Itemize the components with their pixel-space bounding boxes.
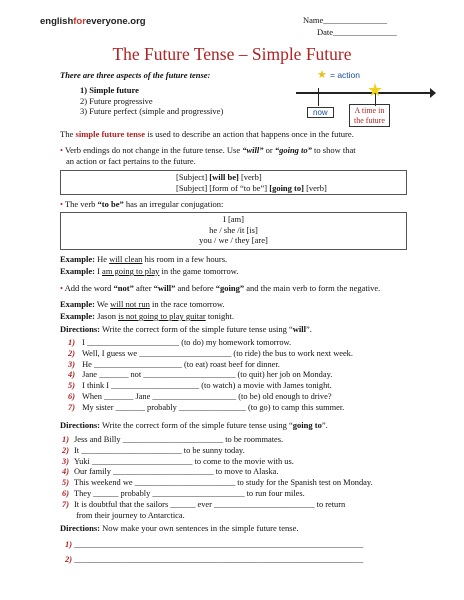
directions-going-to: Directions: Write the correct form of the simple future tense using “going to”.	[60, 420, 328, 430]
aspects-list	[80, 85, 223, 117]
site-logo: englishforeveryone.org	[40, 16, 146, 27]
date-field[interactable]: Date_______________	[317, 27, 397, 37]
list-item[interactable]: 2) Well, I guess we ______________________ (to ride) the bus to work next week.	[68, 348, 353, 358]
directions-will: Directions: Write the correct form of the simple future tense using “will”.	[60, 324, 312, 334]
conjugation-row: he / she /it [is]	[209, 224, 258, 235]
timeline-tick-now	[318, 88, 319, 106]
example-3: Example: We will not run in the race tomorrow.	[60, 299, 225, 309]
exercise-will-list	[68, 338, 353, 414]
aspect-item: 3) Future perfect (simple and progressive)	[80, 106, 224, 116]
timeline-line	[296, 92, 434, 94]
list-item-continued: from their journey to Antarctica.	[74, 510, 185, 520]
list-item[interactable]: 7) It is doubtful that the sailors ______ ever ________________________ to return	[62, 499, 346, 509]
definition: The simple future tense is used to describe an action that happens once in the future.	[60, 129, 354, 139]
bullet-icon: •	[60, 283, 65, 293]
action-legend: = action	[330, 70, 361, 80]
bullet-negative: • Add the word “not” after “will” and before “going” and the main verb to form the negative.	[60, 283, 381, 293]
name-field[interactable]: Name_______________	[303, 15, 388, 25]
page-title: The Future Tense – Simple Future	[112, 44, 352, 64]
own-sentence-1[interactable]: 1) ____________________________________________________________________	[65, 539, 364, 549]
list-item[interactable]: 4) Our family ________________________ to move to Alaska.	[62, 467, 279, 477]
now-label: now	[307, 107, 334, 118]
conjugation-row: you / we / they [are]	[199, 235, 268, 245]
list-item[interactable]: 1) I ______________________ (to do) my homework tomorrow.	[68, 338, 292, 347]
bullet-to-be: • The verb “to be” has an irregular conjugation:	[60, 199, 224, 209]
conjugation-box	[60, 212, 407, 250]
list-item[interactable]: 5) I think I _____________________ (to watch) a movie with James tonight.	[68, 381, 332, 391]
list-item[interactable]: 6) When _______ Jane ____________________ (to be) old enough to drive?	[68, 391, 332, 401]
formula-box: [Subject] [will be] [verb] [Subject] [form of “to be”] [going to] [verb]	[60, 170, 407, 195]
future-label-line: A time in	[354, 106, 385, 115]
list-item[interactable]: 4) Jane _______ not ______________________ (to quit) her job on Monday.	[68, 370, 333, 380]
bullet-icon: •	[60, 199, 65, 209]
exercise-going-list	[62, 435, 373, 521]
list-item[interactable]: 5) This weekend we ________________________ to study for the Spanish test on Monday.	[62, 478, 373, 488]
name-date-block	[303, 14, 397, 38]
bullet-will-going: • Verb endings do not change in the future tense. Use “will” or “going to” to show that an action or fact pertains to the future.	[60, 145, 356, 166]
aspect-item: 1) Simple future	[80, 85, 139, 95]
bullet-icon: •	[60, 145, 65, 155]
directions-own: Directions: Now make your own sentences in the simple future tense.	[60, 523, 299, 533]
conjugation-row: I [am]	[222, 214, 244, 224]
arrow-right-icon	[430, 88, 436, 98]
aspect-item: 2) Future progressive	[80, 95, 153, 106]
list-item[interactable]: 1) Jess and Billy ________________________ to be roommates.	[62, 435, 284, 444]
list-item[interactable]: 6) They ______ probably ______________________ to run four miles.	[62, 488, 305, 498]
future-label	[349, 104, 390, 127]
list-item[interactable]: 2) It ________________________ to be sunny today.	[62, 445, 245, 455]
example-2: Example: I am going to play in the game tomorrow.	[60, 266, 239, 276]
own-sentence-2[interactable]: 2) ____________________________________________________________________	[65, 554, 364, 564]
list-item[interactable]: 7) My sister _______ probably ________________ (to go) to camp this summer.	[68, 402, 345, 412]
list-item[interactable]: 3) Yuki ________________________ to come to the movie with us.	[62, 456, 294, 466]
future-label-line: the future	[354, 115, 385, 125]
example-1: Example: He will clean his room in a few hours.	[60, 254, 228, 264]
star-icon: ★	[367, 80, 384, 100]
intro-text: There are three aspects of the future tense:	[60, 70, 211, 80]
list-item[interactable]: 3) He _____________________ (to eat) roast beef for dinner.	[68, 359, 280, 369]
example-4: Example: Jason is not going to play guitar tonight.	[60, 311, 235, 321]
star-icon: ★	[317, 69, 327, 81]
